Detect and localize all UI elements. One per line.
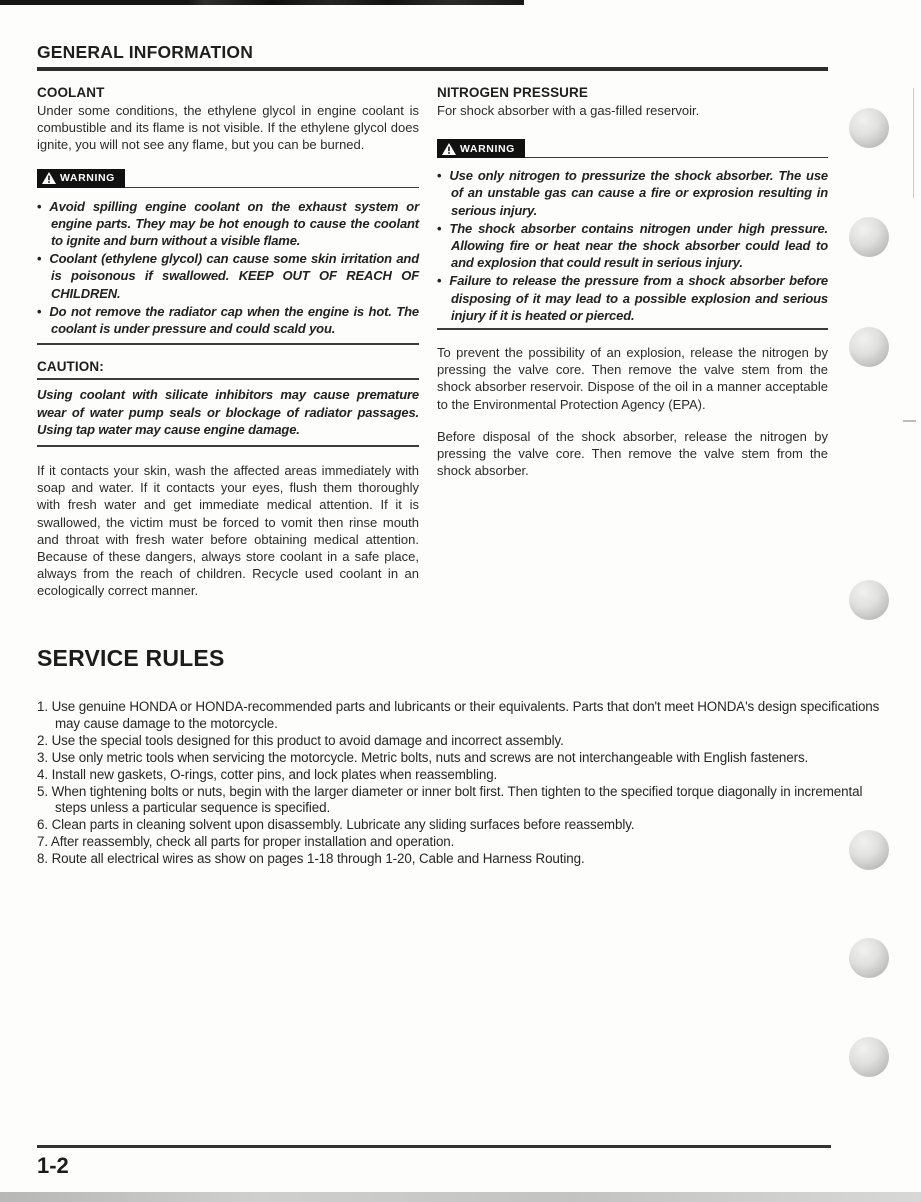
binder-hole-sphere [849, 938, 889, 978]
nitrogen-para-2: Before disposal of the shock absorber, release the nitrogen by pressing the valve core. Then remove the valve stem from the shock absorber. [437, 428, 828, 479]
coolant-intro: Under some conditions, the ethylene glycol in engine coolant is combustible and its flame is not visible. If the ethylene glycol does ignite, you will not see any flame, but you can be burned. [37, 103, 419, 153]
warning-list-item: • Do not remove the radiator cap when the engine is hot. The coolant is under pressure and could scald you. [37, 303, 419, 337]
coolant-warning-list [37, 198, 419, 338]
coolant-section [37, 85, 419, 600]
nitrogen-warning-list [437, 167, 828, 324]
warning-list-item: • Failure to release the pressure from a shock absorber before disposing of it may lead to a possible explosion and serious injury if it is heated or pierced. [437, 272, 828, 324]
warning-list-item: • Coolant (ethylene glycol) can cause some skin irritation and is poisonous if swallowed. KEEP OUT OF REACH OF CHILDREN. [37, 250, 419, 302]
header-rule [37, 67, 828, 71]
service-rule-item: Route all electrical wires as show on pages 1-18 through 1-20, Cable and Harness Routing. [51, 851, 585, 867]
page-edge-tick [903, 420, 916, 422]
service-rule-item: Use the special tools designed for this product to avoid damage and incorrect assembly. [51, 732, 564, 748]
warning-badge-label: WARNING [60, 172, 115, 185]
divider-rule [37, 343, 419, 345]
caution-text: Using coolant with silicate inhibitors may cause premature wear of water pump seals or blockage of radiator passages. Using tap water may cause engine damage. [37, 387, 419, 438]
warning-badge [37, 169, 125, 188]
nitrogen-heading: NITROGEN PRESSURE [437, 85, 588, 100]
binder-hole-sphere [849, 1037, 889, 1077]
nitrogen-para-1: To prevent the possibility of an explosion, release the nitrogen by pressing the valve core. Then remove the valve stem from the shock absorber reservoir. Dispose of the oil in a manner acceptable to the Environmental Protection Agency (EPA). [437, 345, 828, 412]
binder-hole-sphere [849, 580, 889, 620]
warning-rule [525, 157, 828, 158]
nitrogen-section [437, 85, 828, 479]
warning-list-item: • Avoid spilling engine coolant on the exhaust system or engine parts. They may be hot enough to cause the coolant to ignite and burn without a visible flame. [37, 198, 419, 250]
warning-rule [125, 187, 419, 188]
coolant-heading: COOLANT [37, 85, 105, 100]
warning-badge [437, 139, 525, 158]
page-number: 1-2 [37, 1153, 69, 1178]
footer-rule [37, 1145, 831, 1148]
service-rule-item: Use genuine HONDA or HONDA-recommended parts and lubricants or their equivalents. Parts that don't meet HONDA's design specifications may cause damage to the motorcycle. [51, 699, 880, 731]
warning-badge-label: WARNING [460, 142, 515, 155]
warning-list-item: • The shock absorber contains nitrogen under high pressure. Allowing fire or heat near the shock absorber could lead to and explosion that could result in serious injury. [437, 220, 828, 272]
warning-triangle-icon [442, 143, 456, 155]
divider-rule [37, 445, 419, 447]
page-edge-line [913, 88, 914, 198]
service-rule-item: Install new gaskets, O-rings, cotter pins, and lock plates when reassembling. [51, 766, 498, 782]
service-rules-heading: SERVICE RULES [37, 645, 225, 671]
warning-banner [437, 139, 828, 158]
warning-triangle-icon [42, 172, 56, 184]
coolant-body: If it contacts your skin, wash the affected areas immediately with soap and water. If it contacts your eyes, flush them thoroughly with fresh water and get immediate medical attention. If it is swallowed, the victim must be forced to vomit then rinse mouth and throat with fresh water before obtaining medical attention. Because of these dangers, always store coolant in a safe place, always from the reach of children. Recycle used coolant in an ecologically correct manner. [37, 463, 419, 599]
service-rules-section [37, 645, 887, 868]
warning-banner [37, 169, 419, 188]
divider-rule [37, 378, 419, 380]
service-rules-list [37, 699, 887, 868]
service-rule-item: Clean parts in cleaning solvent upon disassembly. Lubricate any sliding surfaces before reassembly. [51, 817, 635, 833]
binder-hole-sphere [849, 327, 889, 367]
caution-heading: CAUTION: [37, 359, 104, 375]
warning-list-item: • Use only nitrogen to pressurize the shock absorber. The use of an unstable gas can cause a fire or exprosion resulting in serious injury. [437, 167, 828, 219]
nitrogen-intro: For shock absorber with a gas-filled reservoir. [437, 103, 700, 118]
binder-hole-sphere [849, 108, 889, 148]
binder-hole-sphere [849, 217, 889, 257]
scan-artifact-bottom-bar [0, 1192, 921, 1202]
divider-rule [437, 328, 828, 330]
page-title: GENERAL INFORMATION [37, 42, 254, 62]
service-rule-item: When tightening bolts or nuts, begin with the larger diameter or inner bolt first. Then tighten to the specified torque diagonally in incremental steps unless a particular sequence is specified. [51, 783, 863, 816]
scan-artifact-top-bar [0, 0, 524, 5]
service-rule-item: Use only metric tools when servicing the motorcycle. Metric bolts, nuts and screws are not interchangeable with English fasteners. [51, 749, 809, 765]
service-rule-item: After reassembly, check all parts for proper installation and operation. [50, 834, 455, 850]
